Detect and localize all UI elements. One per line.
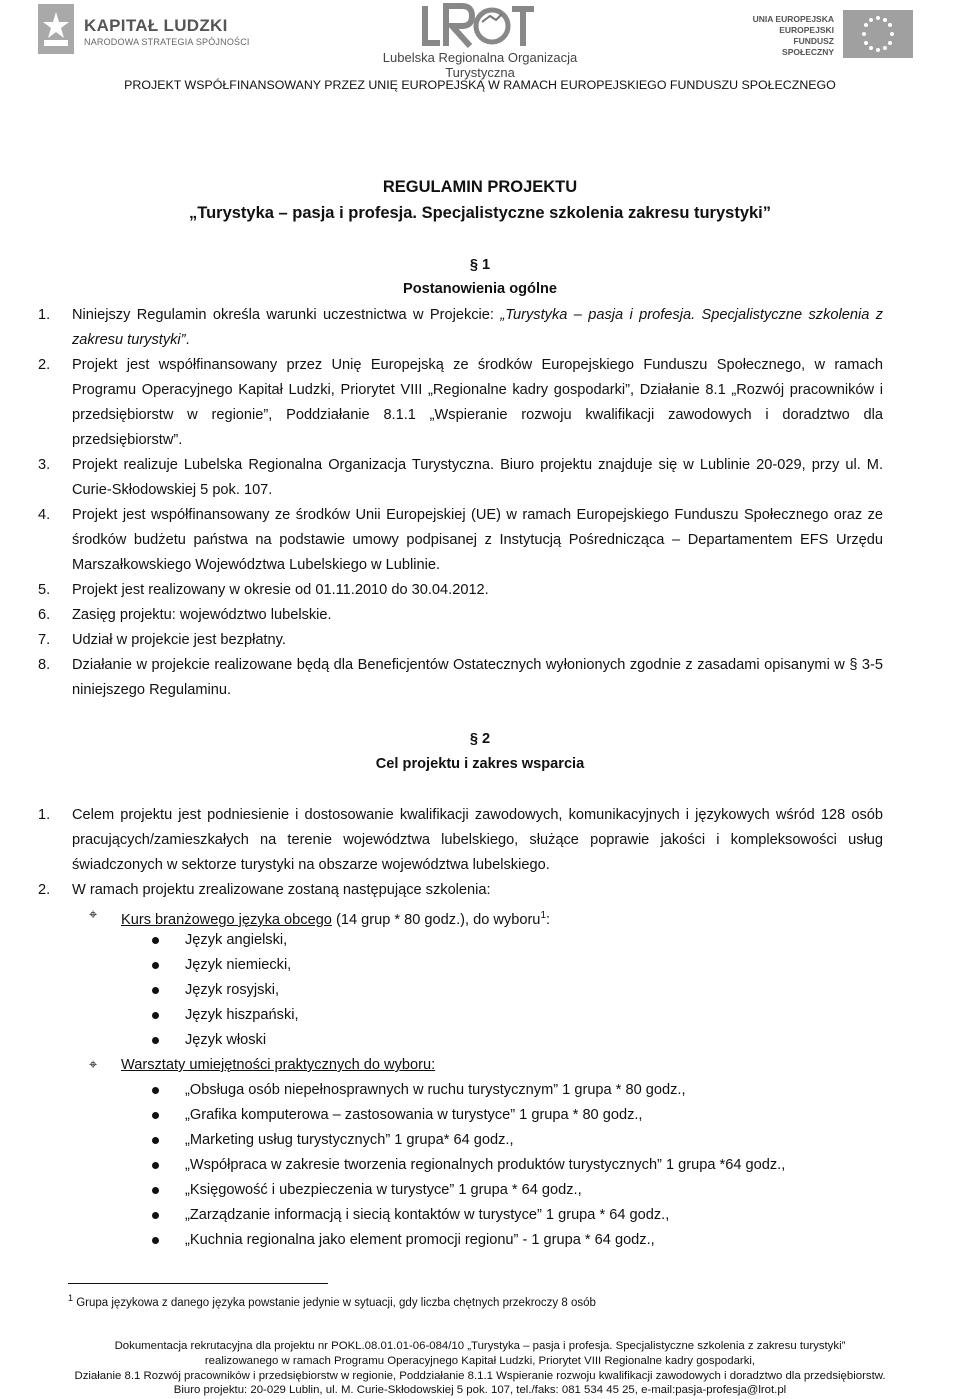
list-item xyxy=(38,578,883,603)
item-number: 1. xyxy=(38,307,51,323)
item-text: Udział w projekcie jest bezpłatny. xyxy=(72,632,286,648)
item-text xyxy=(72,303,883,353)
footnote-divider xyxy=(68,1283,328,1284)
training-group-2 xyxy=(89,1053,435,1078)
list-item xyxy=(152,1103,643,1128)
language-option: Język hiszpański, xyxy=(185,1007,299,1023)
list-item xyxy=(152,1203,669,1228)
list-item xyxy=(152,1228,655,1253)
item-text: Celem projektu jest podniesienie i dostosowanie kwalifikacji zawodowych, komunikacyjnych i językowych wśród 128 osób pracujących/zamieszkałych na terenie województwa lubelskiego, służące poprawie jakości i kompleksowości usług świadczonych w sektorze turystyki na obszarze województwa lubelskiego. xyxy=(72,807,883,873)
kapital-ludzki-name: KAPITAŁ LUDZKI xyxy=(84,16,228,35)
workshop-option: „Zarządzanie informacją i siecią kontaktów w turystyce” 1 grupa * 64 godz., xyxy=(185,1207,670,1223)
list-item xyxy=(152,1153,785,1178)
eu-efs-logo xyxy=(738,10,918,58)
workshop-option: „Współpraca w zakresie tworzenia regionalnych produktów turystycznych” 1 grupa *64 godz., xyxy=(185,1157,786,1173)
item-text: Projekt jest realizowany w okresie od 01.11.2010 do 30.04.2012. xyxy=(72,582,489,598)
section-1-heading: Postanowienia ogólne xyxy=(402,281,558,297)
item-number: 6. xyxy=(38,607,51,623)
eu-flag-icon xyxy=(843,10,913,58)
item-text-part: Niniejszy Regulamin określa warunki uczestnictwa w Projekcie: xyxy=(72,307,501,323)
bullet-dot-icon xyxy=(152,962,159,969)
page-header xyxy=(0,0,960,100)
workshop-option: „Marketing usług turystycznych” 1 grupa* 64 godz., xyxy=(185,1132,514,1148)
list-item xyxy=(38,503,883,578)
list-item xyxy=(152,953,291,978)
item-number: 4. xyxy=(38,507,51,523)
item-number: 2. xyxy=(38,357,51,373)
training-group-colon: : xyxy=(546,911,551,928)
lrot-full-name: Lubelska Regionalna Organizacja Turystyczna xyxy=(382,50,578,80)
language-option: Język niemiecki, xyxy=(185,957,292,973)
eu-efs-text xyxy=(742,14,834,58)
bullet-dot-icon xyxy=(152,987,159,994)
crosshair-bullet-icon: ⌖ xyxy=(89,907,98,923)
list-item xyxy=(38,653,883,703)
footer-line: Działanie 8.1 Rozwój pracowników i przedsiębiorstw w regionie, Poddziałanie 8.1.1 Wspieranie rozwoju kwalifikacji zawodowych i doradztwo dla przedsiębiorstw. xyxy=(74,1370,886,1382)
list-item xyxy=(152,1128,514,1153)
item-text: Działanie w projekcie realizowane będą dla Beneficjentów Ostatecznych wyłonionych zgodnie z zasadami opisanymi w § 3-5 niniejszego Regulaminu. xyxy=(72,657,883,698)
list-item xyxy=(152,978,279,1003)
workshop-option: „Grafika komputerowa – zastosowania w turystyce” 1 grupa * 80 godz., xyxy=(185,1107,643,1123)
footnote-text: Grupa językowa z danego języka powstanie jedynie w sytuacji, gdy liczba chętnych przekroczy 8 osób xyxy=(76,1296,596,1309)
bullet-dot-icon xyxy=(152,1162,159,1169)
bullet-dot-icon xyxy=(152,1112,159,1119)
bullet-dot-icon xyxy=(152,1087,159,1094)
footnote-mark: 1 xyxy=(68,1293,74,1303)
bullet-dot-icon xyxy=(152,937,159,944)
item-text: Projekt realizuje Lubelska Regionalna Organizacja Turystyczna. Biuro projektu znajduje się w Lublinie 20-029, przy ul. M. Curie-Skłodowskiej 5 pok. 107. xyxy=(72,457,883,498)
item-text-part: . xyxy=(185,332,190,348)
footnote-ref: 1 xyxy=(540,910,546,921)
item-number: 7. xyxy=(38,632,51,648)
cofinancing-statement: PROJEKT WSPÓŁFINANSOWANY PRZEZ UNIĘ EUROPEJSKĄ W RAMACH EUROPEJSKIEGO FUNDUSZU SPOŁECZNEGO xyxy=(124,78,836,92)
list-item xyxy=(152,1003,299,1028)
kapital-ludzki-logo xyxy=(38,4,268,56)
item-text: Projekt jest współfinansowany ze środków Unii Europejskiej (UE) w ramach Europejskiego Funduszu Społecznego oraz ze środków budżetu państwa na podstawie umowy podpisanej z Instytucją Pośrednicząca – Departamentem EFS Urzędu Marszałkowskiego Województwa Lubelskiego w Lublinie. xyxy=(72,507,883,573)
bullet-dot-icon xyxy=(152,1237,159,1244)
section-2-heading: Cel projektu i zakres wsparcia xyxy=(375,756,585,772)
lrot-logo xyxy=(350,0,610,80)
item-number: 8. xyxy=(38,657,51,673)
eu-text-line: UNIA EUROPEJSKA xyxy=(752,14,834,24)
list-item xyxy=(38,803,883,878)
item-number: 2. xyxy=(38,882,51,898)
list-item xyxy=(152,928,287,953)
footer-line: realizowanego w ramach Programu Operacyjnego Kapitał Ludzki, Priorytet VIII Regionalne kadry gospodarki, xyxy=(204,1355,756,1367)
language-option: Język angielski, xyxy=(185,932,288,948)
item-number: 5. xyxy=(38,582,51,598)
language-option: Język włoski xyxy=(185,1032,267,1048)
footer-line: Dokumentacja rekrutacyjna dla projektu nr POKL.08.01.01-06-084/10 „Turystyka – pasja i profesja. Specjalistyczne szkolenia z zakresu turystyki” xyxy=(114,1340,846,1352)
document-subtitle: „Turystyka – pasja i profesja. Specjalistyczne szkolenia zakresu turystyki” xyxy=(188,204,772,222)
kapital-ludzki-subtitle: NARODOWA STRATEGIA SPÓJNOŚCI xyxy=(84,37,250,47)
list-item xyxy=(38,628,883,653)
list-item xyxy=(38,303,883,353)
crosshair-bullet-icon: ⌖ xyxy=(89,1057,98,1073)
list-item xyxy=(152,1178,582,1203)
list-item xyxy=(38,603,883,628)
language-option: Język rosyjski, xyxy=(185,982,280,998)
item-number: 3. xyxy=(38,457,51,473)
eu-text-line: EUROPEJSKI xyxy=(779,25,834,35)
list-item xyxy=(38,453,883,503)
footer-line: Biuro projektu: 20-029 Lublin, ul. M. Curie-Skłodowskiej 5 pok. 107, tel./faks: 081 534 45 25, e-mail:pasja-profesja@lrot.pl xyxy=(173,1384,787,1396)
workshop-option: „Księgowość i ubezpieczenia w turystyce” 1 grupa * 64 godz., xyxy=(185,1182,582,1198)
training-group-details: (14 grup * 80 godz.), do wyboru xyxy=(331,911,541,928)
item-text: Zasięg projektu: województwo lubelskie. xyxy=(72,607,332,623)
bullet-dot-icon xyxy=(152,1037,159,1044)
item-text: W ramach projektu zrealizowane zostaną następujące szkolenia: xyxy=(72,882,491,898)
footnote xyxy=(68,1293,596,1309)
training-group-label: Kurs branżowego języka obcego xyxy=(121,911,332,928)
lrot-mark-icon xyxy=(418,2,538,50)
list-item xyxy=(152,1028,266,1053)
item-number: 1. xyxy=(38,807,51,823)
bullet-dot-icon xyxy=(152,1212,159,1219)
kapital-ludzki-emblem-icon xyxy=(38,4,74,54)
eu-text-line: FUNDUSZ SPOŁECZNY xyxy=(782,36,834,57)
list-item xyxy=(38,878,883,903)
workshop-option: „Kuchnia regionalna jako element promocji regionu” - 1 grupa * 64 godz., xyxy=(185,1232,655,1248)
list-item xyxy=(152,1078,686,1103)
list-item xyxy=(38,353,883,453)
bullet-dot-icon xyxy=(152,1137,159,1144)
section-1-number: § 1 xyxy=(469,257,491,273)
bullet-dot-icon xyxy=(152,1187,159,1194)
bullet-dot-icon xyxy=(152,1012,159,1019)
item-text: Projekt jest współfinansowany przez Unię Europejską ze środków Europejskiego Funduszu Społecznego, w ramach Programu Operacyjnego Kapitał Ludzki, Priorytet VIII „Regionalne kadry gospodarki”, Działanie 8.1 „Rozwój pracowników i przedsiębiorstw w regionie”, Poddziałanie 8.1.1 „Wspieranie rozwoju kwalifikacji zawodowych i doradztwo dla przedsiębiorstw”. xyxy=(72,357,883,448)
project-name-italic: „Turystyka – pasja i profesja. Specjalistyczne szkolenia z zakresu turystyki” xyxy=(72,307,883,348)
document-title: REGULAMIN PROJEKTU xyxy=(382,178,578,196)
training-group-label: Warsztaty umiejętności praktycznych do wyboru: xyxy=(121,1057,436,1073)
section-2-number: § 2 xyxy=(469,731,491,747)
workshop-option: „Obsługa osób niepełnosprawnych w ruchu turystycznym” 1 grupa * 80 godz., xyxy=(185,1082,686,1098)
